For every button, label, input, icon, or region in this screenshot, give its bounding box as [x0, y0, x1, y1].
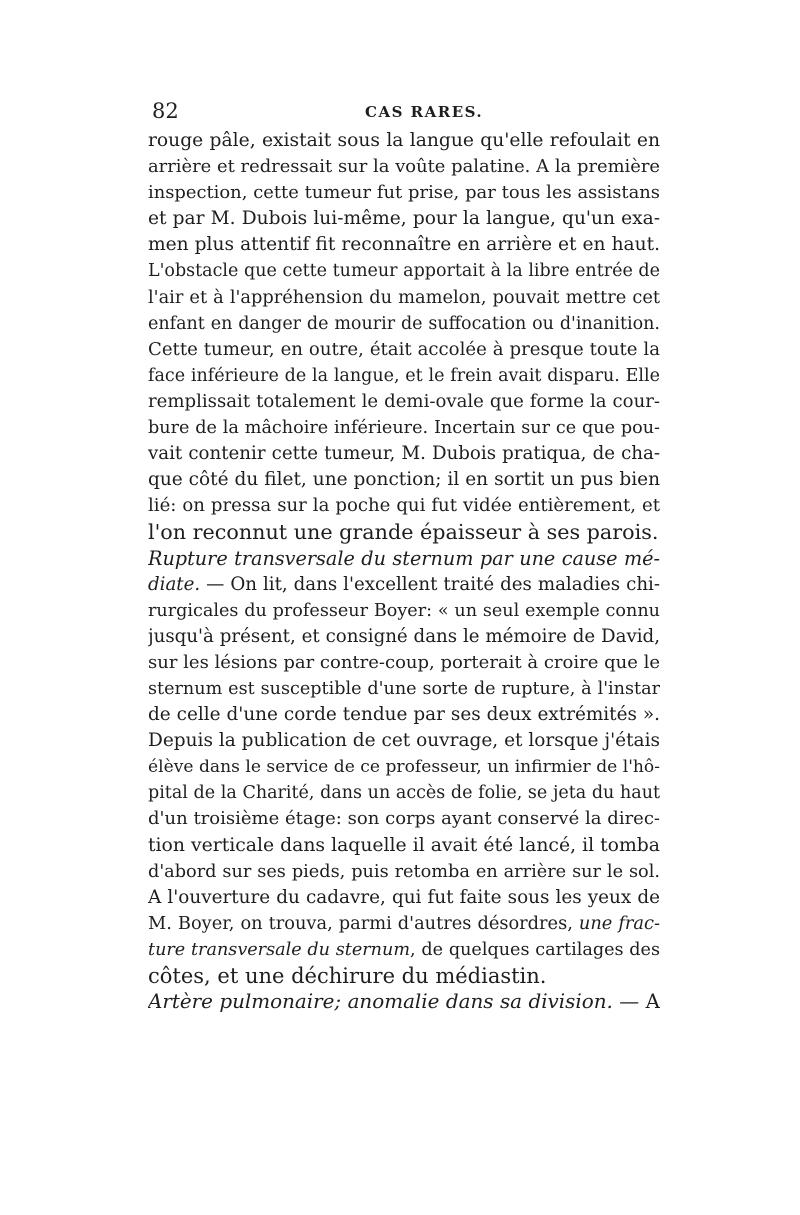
text-line: face inférieure de la langue, et le frein avait disparu. Elle	[148, 365, 660, 386]
text-line: lié: on pressa sur la poche qui fut vidée entièrement, et	[148, 495, 660, 517]
text-line: pital de la Charité, dans un accès de folie, se jeta du haut	[148, 783, 660, 804]
text-span: — On lit, dans l'excellent traité des maladies chi-	[200, 573, 660, 595]
text-line: de celle d'une corde tendue par ses deux extrémités ».	[148, 704, 660, 726]
text-line: d'un troisième étage: son corps ayant conservé la direc-	[148, 808, 660, 830]
text-line: tion verticale dans laquelle il avait été lancé, il tomba	[148, 834, 660, 856]
italic-span: diate.	[148, 573, 201, 595]
text-line: l'air et à l'appréhension du mamelon, pouvait mettre cet	[148, 286, 660, 308]
text-span: — A	[612, 990, 660, 1014]
italic-span: Artère pulmonaire; anomalie dans sa division.	[148, 990, 613, 1014]
text-line: d'abord sur ses pieds, puis retomba en arrière sur le sol.	[148, 861, 660, 882]
text-line: vait contenir cette tumeur, M. Dubois pratiqua, de cha-	[148, 443, 660, 465]
text-line: inspection, cette tumeur fut prise, par tous les assistans	[148, 182, 660, 204]
text-line: que côté du filet, une ponction; il en sortit un pus bien	[148, 469, 660, 491]
text-line: jusqu'à présent, et consigné dans le mémoire de David,	[148, 625, 660, 647]
text-line: Rupture transversale du sternum par une cause mé-	[148, 546, 660, 570]
body-text	[148, 128, 660, 1015]
text-line: rouge pâle, existait sous la langue qu'elle refoulait en	[148, 130, 660, 151]
text-line: et par M. Dubois lui-même, pour la langue, qu'un exa-	[148, 208, 660, 230]
text-span: , de quelques cartilages des	[410, 939, 660, 960]
text-line: Depuis la publication de cet ouvrage, et lorsque j'étais	[148, 730, 660, 752]
italic-span: une frac-	[578, 912, 660, 934]
text-line: élève dans le service de ce professeur, un infirmier de l'hô-	[148, 757, 660, 778]
text-line: arrière et redressait sur la voûte palatine. A la première	[148, 156, 660, 178]
text-line: remplissait totalement le demi-ovale que forme la cour-	[148, 390, 660, 412]
text-line	[148, 572, 660, 598]
page-number: 82	[152, 99, 179, 123]
text-line: côtes, et une déchirure du médiastin.	[148, 964, 547, 988]
text-line	[148, 937, 660, 963]
text-line	[148, 989, 660, 1015]
italic-span: ture transversale du sternum	[148, 939, 411, 960]
text-line	[148, 911, 660, 937]
text-line: enfant en danger de mourir de suffocation ou d'inanition.	[148, 313, 660, 334]
text-line: L'obstacle que cette tumeur apportait à la libre entrée de	[148, 261, 660, 282]
running-head: CAS RARES.	[365, 103, 484, 121]
text-line: men plus attentif fit reconnaître en arrière et en haut.	[148, 234, 660, 256]
text-line: Cette tumeur, en outre, était accolée à presque toute la	[148, 338, 660, 360]
text-line: l'on reconnut une grande épaisseur à ses parois.	[148, 520, 659, 545]
page-header	[152, 98, 658, 124]
text-line: rurgicales du professeur Boyer: « un seul exemple connu	[148, 600, 660, 621]
text-span: M. Boyer, on trouva, parmi d'autres désordres,	[148, 912, 579, 934]
text-line: bure de la mâchoire inférieure. Incertain sur ce que pou-	[148, 418, 660, 439]
text-line: A l'ouverture du cadavre, qui fut faite sous les yeux de	[148, 886, 660, 908]
text-line: sur les lésions par contre-coup, porterait à croire que le	[148, 651, 660, 673]
text-line: sternum est susceptible d'une sorte de rupture, à l'instar	[148, 678, 660, 699]
